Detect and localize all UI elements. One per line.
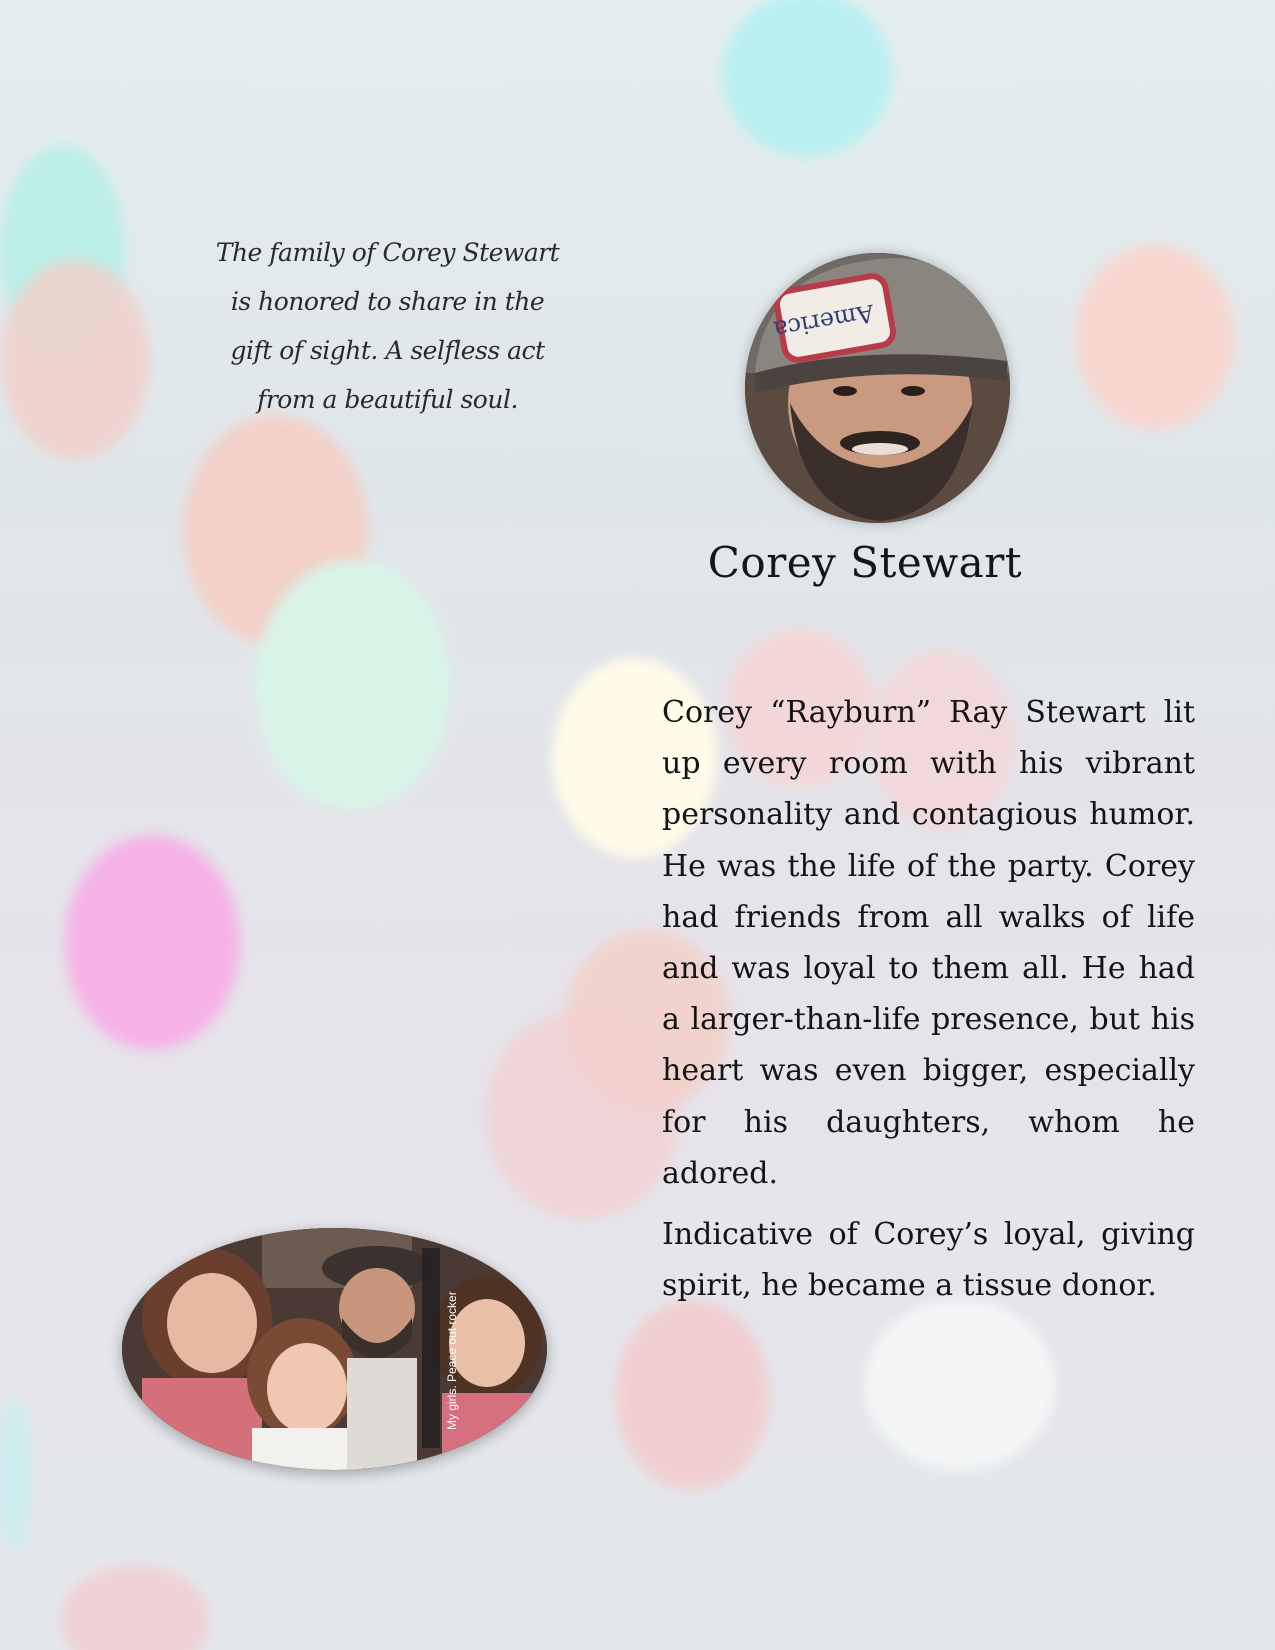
portrait-photo [745,253,1010,523]
family-photo-illustration [122,1228,547,1470]
photo-overlay-text: My girls. Peace out rocker [445,1291,459,1430]
biography-paragraph: Indicative of Corey’s loyal, giving spirit, he became a tissue donor. [662,1217,1195,1304]
bokeh-light [0,1400,30,1550]
family-caption: The family of Corey Stewart is honored to share in the gift of sight. A selfless act from a beautiful soul. [215,238,560,414]
portrait-illustration [745,253,1010,523]
bokeh-light [255,560,450,810]
bokeh-light [485,1010,680,1220]
bokeh-light [1075,245,1235,430]
deceased-name: Corey Stewart [707,538,1023,587]
family-photo [122,1228,547,1470]
cap-patch-text: America [771,298,877,344]
bokeh-light [722,0,892,157]
bokeh-light [60,1565,210,1650]
biography-paragraph: Corey “Rayburn” Ray Stewart lit up every room with his vibrant personality and contagious humor. He was the life of the party. Corey had friends from all walks of life and was loyal to them all. He had a larger-than-life presence, but his heart was even bigger, especially for his daughters, whom he adored. [662,695,1195,1191]
bokeh-light [615,1300,770,1490]
bokeh-light [65,835,240,1050]
bokeh-light [865,1300,1055,1470]
biography [662,687,1195,1311]
bokeh-light [0,260,150,460]
